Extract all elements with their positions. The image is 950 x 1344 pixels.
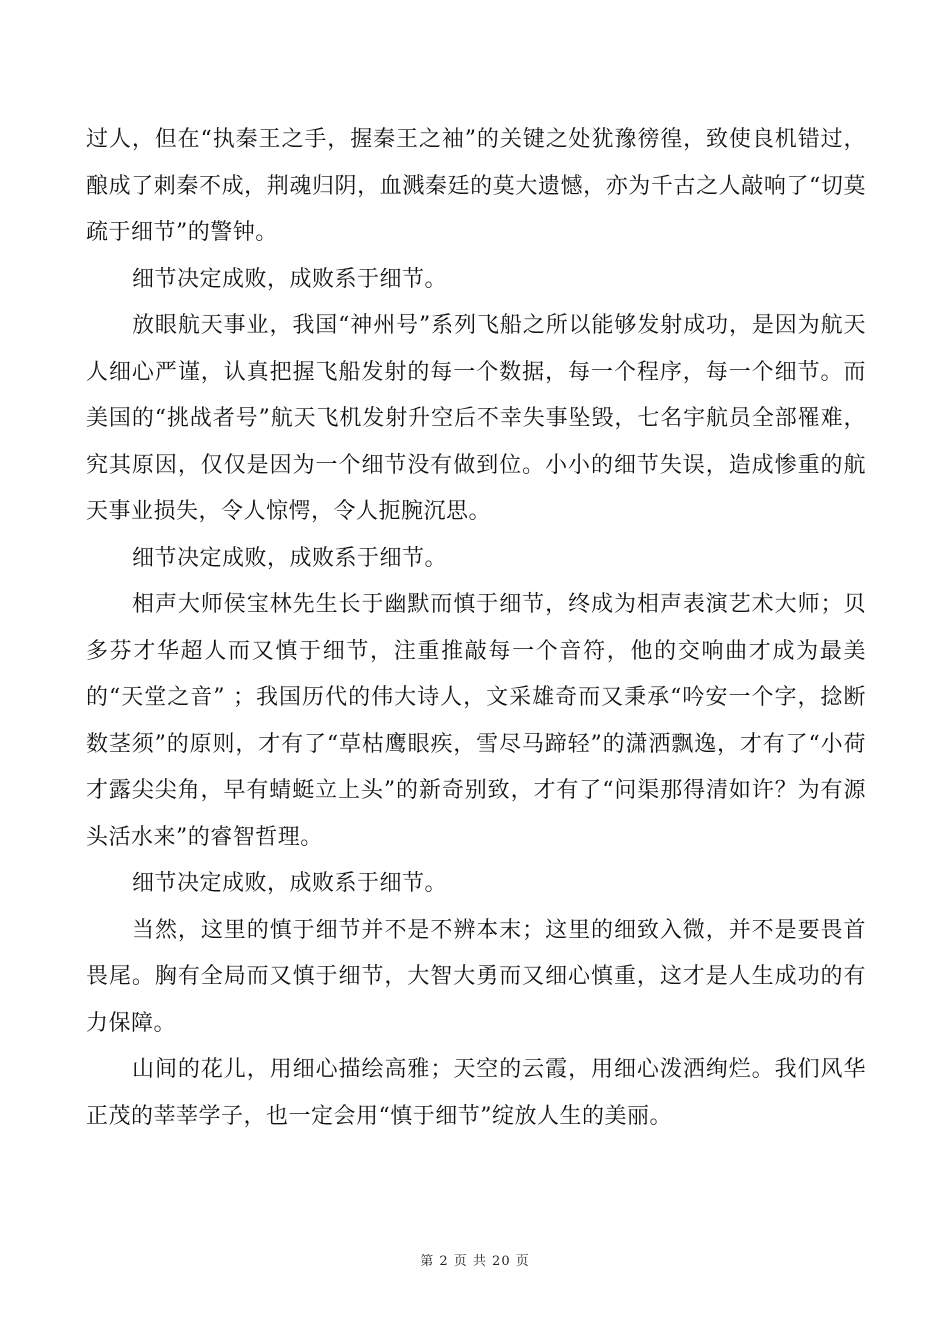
- paragraph-masters: 相声大师侯宝林先生长于幽默而慎于细节，终成为相声表演艺术大师；贝多芬才华超人而又慎于细节，注重推敲每一个音符，他的交响曲才成为最美的“天堂之音” ；我国历代的伟大诗人，文采雄奇而又秉承“吟安一个字，捻断数茎须”的原则，才有了“草枯鹰眼疾，雪尽马蹄轻”的潇洒飘逸，才有了“小荷才露尖尖角，早有蜻蜓立上头”的新奇别致，才有了“问渠那得清如许？为有源头活水来”的睿智哲理。: [86, 592, 866, 850]
- paragraph-refrain: 细节决定成败，成败系于细节。: [132, 266, 448, 292]
- paragraph-conclusion: 山间的花儿，用细心描绘高雅；天空的云霞，用细心泼洒绚烂。我们风华正茂的莘莘学子，也一定会用“慎于细节”绽放人生的美丽。: [86, 1057, 866, 1129]
- paragraph-refrain: 细节决定成败，成败系于细节。: [132, 871, 448, 896]
- paragraph-refrain: 细节决定成败，成败系于细节。: [132, 545, 448, 571]
- paragraph-aerospace: 放眼航天事业，我国“神州号”系列飞船之所以能够发射成功，是因为航天人细心严谨，认真把握飞船发射的每一个数据，每一个程序，每一个细节。而美国的“挑战者号”航天飞机发射升空后不幸失事坠毁，七名宇航员全部罹难，究其原因，仅仅是因为一个细节没有做到位。小小的细节失误，造成惨重的航天事业损失，令人惊愕，令人扼腕沉思。: [86, 313, 866, 524]
- paragraph-balance: 当然，这里的慎于细节并不是不辨本末；这里的细致入微，并不是要畏首畏尾。胸有全局而又慎于细节，大智大勇而又细心慎重，这才是人生成功的有力保障。: [86, 917, 866, 1036]
- page-number-footer: 第 2 页 共 20 页: [420, 1254, 530, 1269]
- document-body: [86, 117, 866, 1140]
- paragraph-continuation: 过人，但在“执秦王之手，握秦王之袖”的关键之处犹豫徬徨，致使良机错过，酿成了刺秦不成，荆魂归阴，血溅秦廷的莫大遗憾，亦为千古之人敲响了“切莫疏于细节”的警钟。: [86, 127, 866, 245]
